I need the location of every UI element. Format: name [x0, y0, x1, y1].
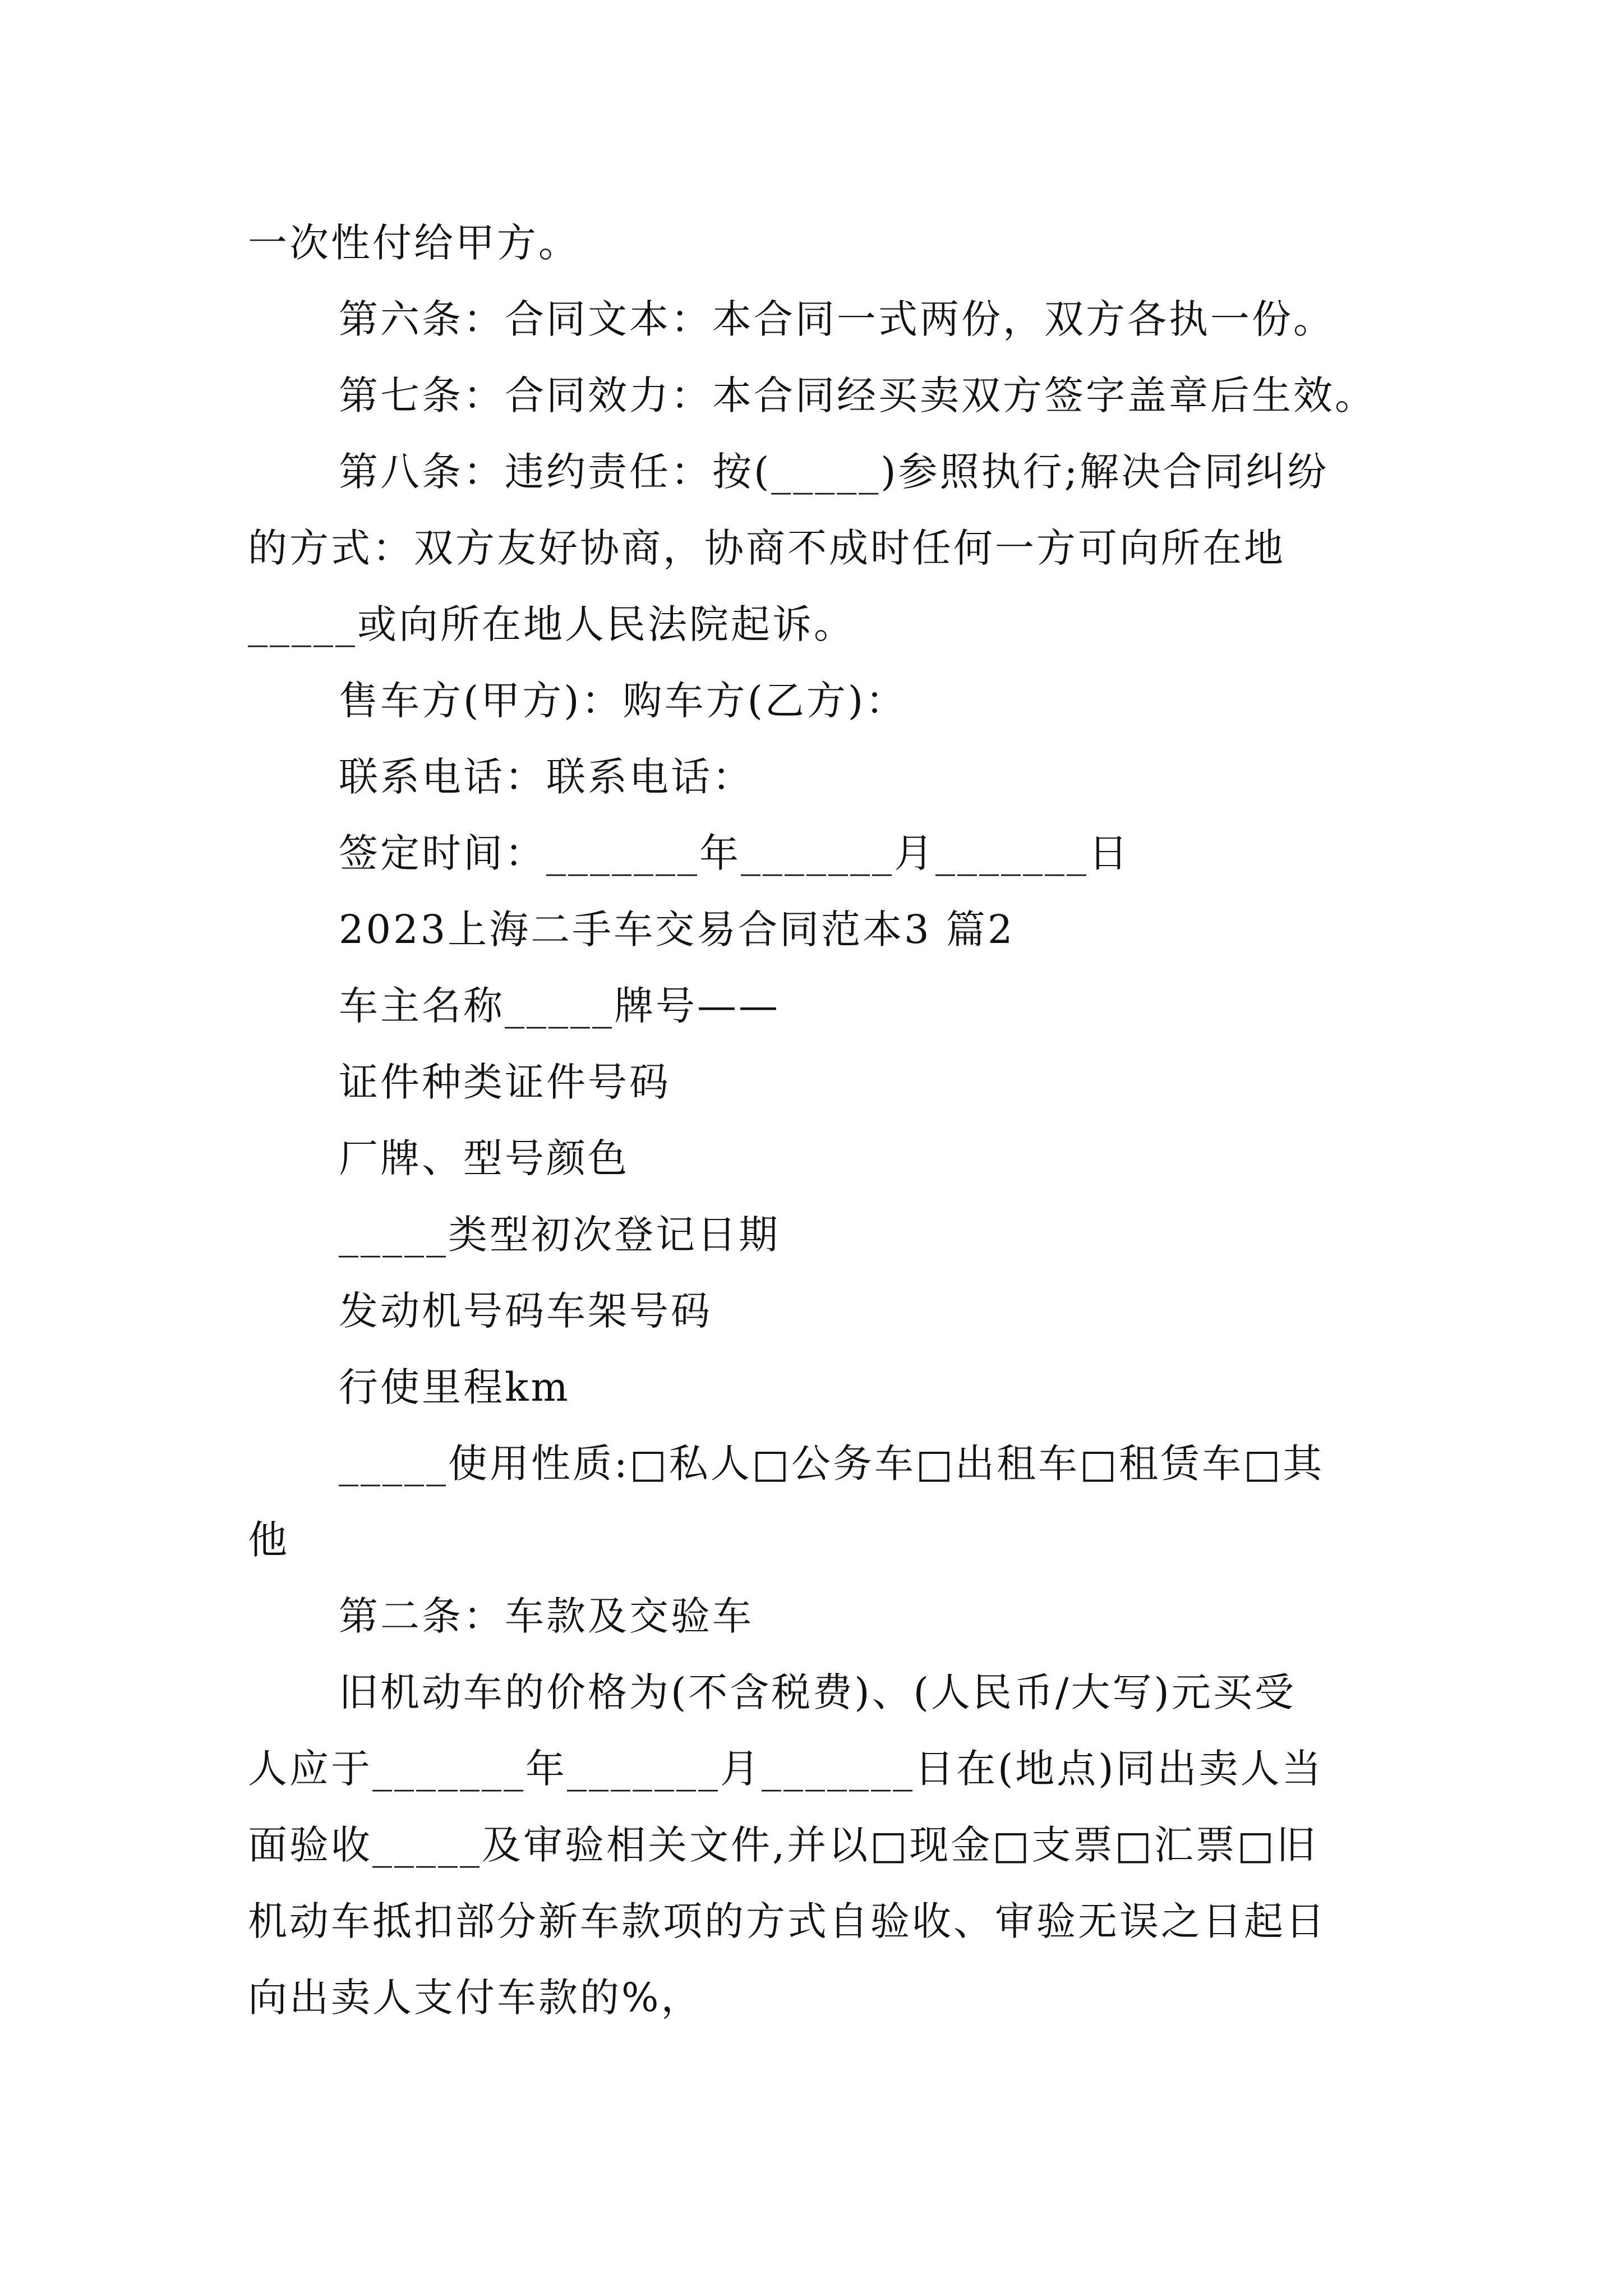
text-line: 第七条：合同效力：本合同经买卖双方签字盖章后生效。 — [339, 372, 1376, 418]
text-line: 一次性付给甲方。 — [248, 220, 580, 266]
text-line: 向出卖人支付车款的%， — [248, 1975, 703, 2021]
text-line: 车主名称_____牌号—— — [339, 983, 780, 1029]
text-line: _____类型初次登记日期 — [339, 1212, 780, 1258]
text-line: 联系电话：联系电话： — [339, 754, 754, 800]
text-line: 行使里程km — [339, 1364, 570, 1410]
text-line: 第六条：合同文本：本合同一式两份，双方各执一份。 — [339, 296, 1335, 342]
text-line: 旧机动车的价格为(不含税费)、(人民币/大写)元买受 — [339, 1669, 1296, 1715]
text-line: 面验收_____及审验相关文件,并以□现金□支票□汇票□旧 — [248, 1822, 1318, 1868]
text-line: 发动机号码车架号码 — [339, 1288, 712, 1334]
section-title: 2023上海二手车交易合同范本3 篇2 — [339, 907, 1015, 953]
text-line: 他 — [248, 1517, 289, 1563]
text-line: 签定时间：_______年_______月_______日 — [339, 830, 1130, 876]
text-line: _____或向所在地人民法院起诉。 — [248, 601, 855, 647]
text-line: 人应于_______年_______月_______日在(地点)同出卖人当 — [248, 1746, 1324, 1792]
text-line: 证件种类证件号码 — [339, 1059, 671, 1105]
text-line: 第八条：违约责任：按(_____)参照执行;解决合同纠纷 — [339, 449, 1329, 495]
text-line: 机动车抵扣部分新车款项的方式自验收、审验无误之日起日 — [248, 1898, 1327, 1944]
text-line: 的方式：双方友好协商，协商不成时任何一方可向所在地 — [248, 525, 1285, 571]
text-line: _____使用性质:□私人□公务车□出租车□租赁车□其 — [339, 1441, 1325, 1487]
text-line: 厂牌、型号颜色 — [339, 1135, 629, 1181]
text-line: 售车方(甲方)：购车方(乙方)： — [339, 678, 907, 724]
text-line: 第二条：车款及交验车 — [339, 1593, 754, 1639]
